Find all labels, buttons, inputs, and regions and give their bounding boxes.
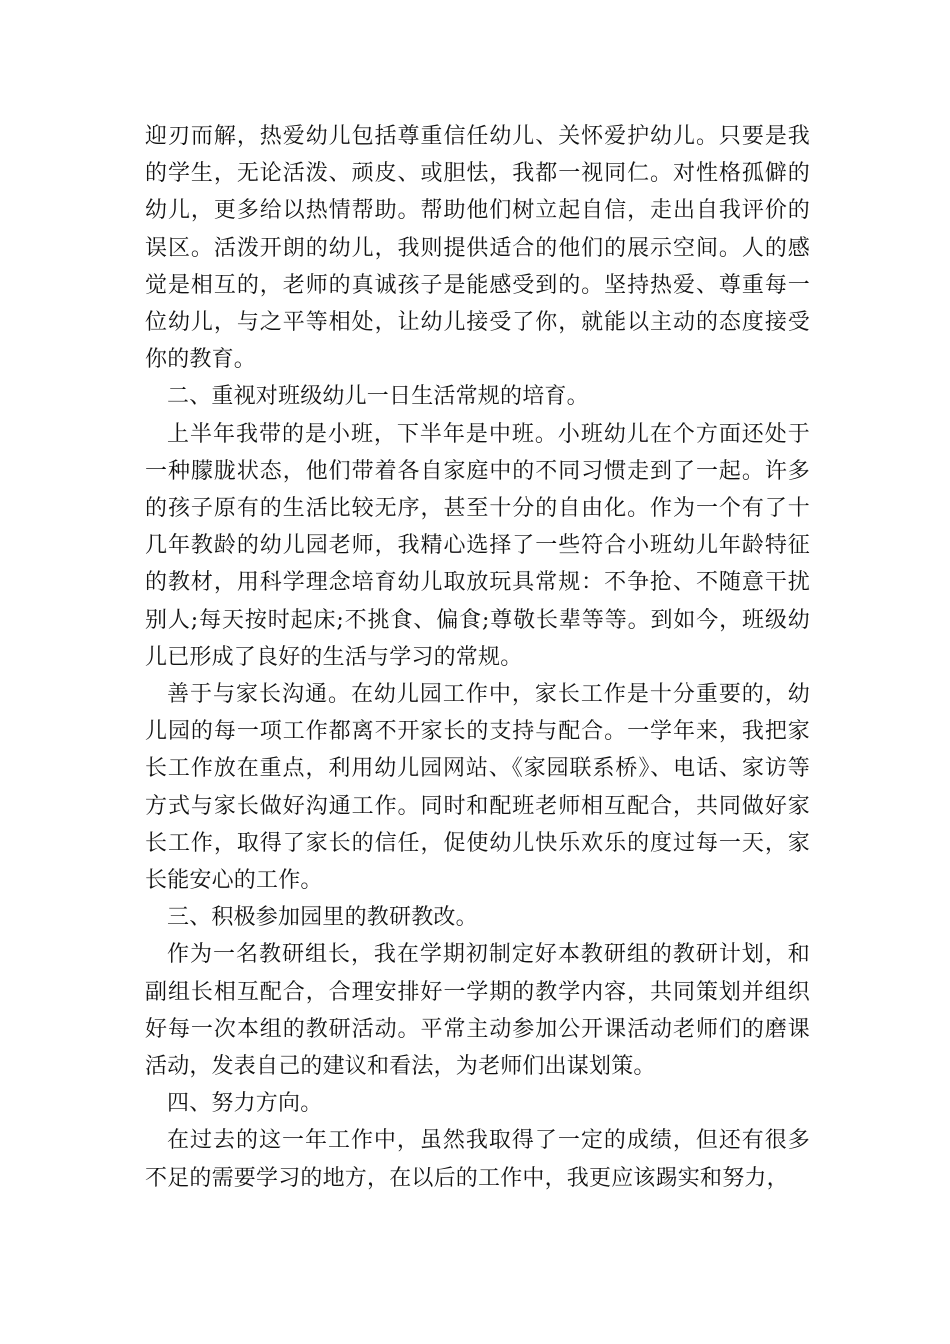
paragraph-parent-communication: 善于与家长沟通。在幼儿园工作中，家长工作是十分重要的，幼儿园的每一项工作都离不开家长的支持与配合。一学年来，我把家长工作放在重点，利用幼儿园网站、《家园联系桥》、电话、家访等方式与家长做好沟通工作。同时和配班老师相互配合，共同做好家长工作，取得了家长的信任，促使幼儿快乐欢乐的度过每一天，家长能安心的工作。 <box>145 682 810 894</box>
paragraph-future-work: 在过去的这一年工作中，虽然我取得了一定的成绩，但还有很多不足的需要学习的地方，在以后的工作中，我更应该踢实和努力， <box>145 1128 810 1191</box>
document-body <box>145 118 810 1197</box>
paragraph-research-group: 作为一名教研组长，我在学期初制定好本教研组的教研计划，和副组长相互配合，合理安排好一学期的教学内容，共同策划并组织好每一次本组的教研活动。平常主动参加公开课活动老师们的磨课活动，发表自己的建议和看法，为老师们出谋划策。 <box>145 942 810 1080</box>
paragraph-class-routine: 上半年我带的是小班，下半年是中班。小班幼儿在个方面还处于一种朦胧状态，他们带着各自家庭中的不同习惯走到了一起。许多的孩子原有的生活比较无序，甚至十分的自由化。作为一个有了十几年教龄的幼儿园老师，我精心选择了一些符合小班幼儿年龄特征的教材，用科学理念培育幼儿取放玩具常规：不争抢、不随意干扰别人;每天按时起床;不挑食、偏食;尊敬长辈等等。到如今，班级幼儿已形成了良好的生活与学习的常规。 <box>145 421 810 670</box>
section-heading-teaching-research: 三、积极参加园里的教研教改。 <box>167 905 478 931</box>
section-heading-daily-routine: 二、重视对班级幼儿一日生活常规的培育。 <box>167 384 589 410</box>
paragraph-love-children: 迎刃而解，热爱幼儿包括尊重信任幼儿、关怀爱护幼儿。只要是我的学生，无论活泼、顽皮、或胆怯，我都一视同仁。对性格孤僻的幼儿，更多给以热情帮助。帮助他们树立起自信，走出自我评价的误区。活泼开朗的幼儿，我则提供适合的他们的展示空间。人的感觉是相互的，老师的真诚孩子是能感受到的。坚持热爱、尊重每一位幼儿，与之平等相处，让幼儿接受了你，就能以主动的态度接受你的教育。 <box>145 124 810 373</box>
section-heading-direction: 四、努力方向。 <box>167 1091 323 1117</box>
